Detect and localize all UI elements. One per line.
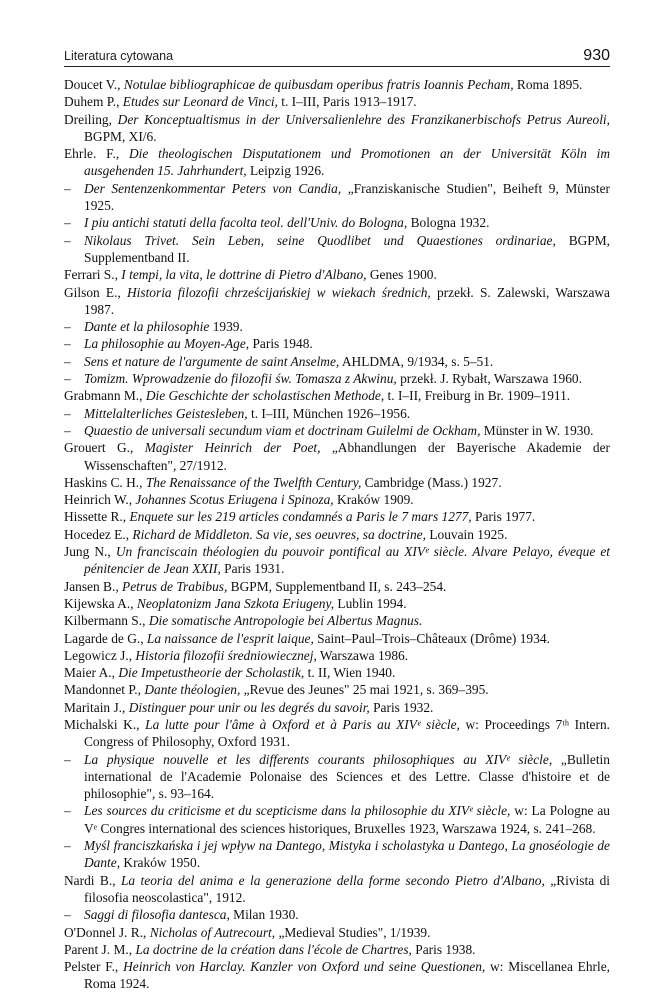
entry-author: Jung N., [64,544,111,560]
entry-author: Maritain J., [64,699,126,715]
entry-author: Ehrle. F., [64,146,120,162]
entry-author: Nardi B., [64,872,116,888]
entry-author: Maier A., [64,665,115,681]
entry-publication: Cambridge (Mass.) 1927. [361,474,502,490]
entry-publication: BGPM, XI/6. [84,128,157,144]
entry-title: Der Konceptualtismus in der Universalienlehre des Franzikanerbischofs Petrus Aureoli, [117,111,610,127]
bibliography-entry [64,508,610,525]
entry-publication: Kraków 1909. [333,492,414,508]
bibliography-entry [64,924,610,941]
entry-author: Parent J. M., [64,941,133,957]
entry-dash: – [64,353,71,369]
entry-publication: w: Proceedings 7ᵗʰ Intern. Congress of Philosophy, Oxford 1931. [84,716,610,750]
entry-dash: – [64,180,71,196]
entry-title: La doctrine de la création dans l'école de Chartres, [135,941,412,957]
bibliography-entry [64,578,610,595]
entry-publication: Genes 1900. [366,267,437,283]
entry-title: Saggi di filosofia dantesca, [84,907,230,923]
entry-dash: – [64,422,71,438]
bibliography-entry [64,837,610,872]
entry-title: Un franciscain théologien du pouvoir pontifical au XIVᵉ siècle. Alvare Pelayo, éveque et pénitencier de Jean XXII, [84,544,610,577]
entry-dash: – [64,336,71,352]
running-header-title: Literatura cytowana [64,49,174,63]
entry-title: Richard de Middleton. Sa vie, ses oeuvres, sa doctrine, [132,526,426,542]
entry-author: O'Donnel J. R., [64,924,147,940]
entry-publication: przekł. S. Zalewski, Warszawa 1987. [84,284,610,317]
entry-author: Gilson E., [64,284,121,300]
bibliography-entry [64,214,610,231]
entry-author: Legowicz J., [64,647,133,663]
entry-title: Heinrich von Harclay. Kanzler von Oxford und seine Questionen, [123,959,486,975]
bibliography-entry [64,145,610,180]
bibliography-entry [64,284,610,319]
bibliography-entry [64,422,610,439]
bibliography-entry [64,353,610,370]
bibliography-entry [64,526,610,543]
entry-publication: „Franziskanische Studien", Beiheft 9, Münster 1925. [84,180,610,214]
entry-publication: Paris 1938. [411,941,476,957]
entry-publication: t. I–III, München 1926–1956. [247,405,411,421]
bibliography-entry [64,958,610,993]
bibliography-entry [64,699,610,716]
entry-publication: Paris 1932. [369,699,434,715]
entry-publication: Paris 1931. [220,561,285,577]
entry-author: Ferrari S., [64,267,118,283]
entry-title: Notulae bibliographicae de quibusdam operibus fratris Ioannis Pecham, [123,77,514,92]
bibliography-entry [64,232,610,267]
entry-publication: t. I–III, Paris 1913–1917. [277,94,417,110]
bibliography-entry [64,681,610,698]
bibliography-entry [64,439,610,474]
entry-author: Heinrich W., [64,492,133,508]
entry-title: Neoplatonizm Jana Szkota Eriugeny, [136,595,335,611]
bibliography-entry [64,387,610,404]
bibliography-entry [64,335,610,352]
entry-title: Nicholas of Autrecourt, [149,924,276,940]
entry-title: Nikolaus Trivet. Sein Leben, seine Quodlibet und Quaestiones ordinariae, [84,232,556,248]
entry-dash: – [64,232,71,248]
entry-author: Lagarde de G., [64,630,144,646]
bibliography-entry [64,93,610,110]
entry-author: Hissette R., [64,509,127,525]
bibliography-entry [64,941,610,958]
bibliography-entry [64,664,610,681]
entry-title: Dante théologien, [144,682,241,698]
entry-publication: Saint–Paul–Trois–Châteaux (Drôme) 1934. [313,630,550,646]
entry-publication: t. II, Wien 1940. [304,665,396,681]
bibliography-entry [64,405,610,422]
entry-title: Etudes sur Leonard de Vinci, [122,94,278,110]
entry-publication: Bologna 1932. [407,215,490,231]
entry-title: Les sources du criticisme et du scepticisme dans la philosophie du XIVᵉ siècle, [84,803,511,819]
entry-publication: w: Miscellanea Ehrle, Roma 1924. [84,959,610,992]
bibliography-entry [64,111,610,146]
entry-author: Haskins C. H., [64,474,143,490]
entry-title: Petrus de Trabibus, [122,578,228,594]
bibliography-entry [64,370,610,387]
entry-title: Tomizm. Wprowadzenie do filozofii św. Tomasza z Akwinu, [84,371,397,387]
entry-publication: Leipzig 1926. [246,163,325,179]
entry-publication: Warszawa 1986. [316,647,409,663]
entry-publication: 1939. [209,319,243,335]
bibliography-entry [64,595,610,612]
entry-publication: BGPM, Supplementband II, s. 243–254. [227,578,447,594]
entry-publication: Paris 1977. [471,509,536,525]
entry-publication: w: La Pologne au Vᵉ Congres international des sciences historiques, Bruxelles 1923, Warszawa 1924, s. 241–268. [84,803,610,836]
entry-title: Der Sentenzenkommentar Peters von Candia, [84,180,342,196]
bibliography-entry [64,716,610,751]
page-number: 930 [583,47,610,64]
bibliography-list [64,76,610,993]
entry-publication: AHLDMA, 9/1934, s. 5–51. [339,353,494,369]
entry-dash: – [64,838,71,854]
entry-publication: Kraków 1950. [120,855,201,871]
bibliography-entry [64,318,610,335]
entry-dash: – [64,215,71,231]
entry-publication: „Abhandlungen der Bayerische Akademie der Wissenschaften", 27/1912. [84,440,610,473]
entry-title: Die Impetustheorie der Scholastik, [118,665,305,681]
entry-publication: Louvain 1925. [425,526,508,542]
entry-publication: Paris 1948. [249,336,313,352]
entry-publication: „Rivista di filosofia neoscolastica", 1912. [84,872,610,905]
entry-publication: t. I–II, Freiburg in Br. 1909–1911. [384,388,571,404]
entry-author: Grabmann M., [64,388,143,404]
entry-publication: „Revue des Jeunes" 25 mai 1921, s. 369–395. [240,682,489,698]
entry-dash: – [64,319,71,335]
entry-title: Historia filozofii średniowiecznej, [135,647,317,663]
entry-title: La teoria del anima e la generazione della forme secondo Pietro d'Albano, [120,872,545,888]
entry-publication: Milan 1930. [229,907,299,923]
bibliography-entry [64,872,610,907]
entry-title: I piu antichi statuti della facolta teol. dell'Univ. do Bologna, [84,215,408,231]
entry-publication: „Medieval Studies", 1/1939. [275,924,431,940]
entry-publication: Lublin 1994. [334,595,407,611]
entry-author: Michalski K., [64,716,140,732]
entry-title: The Renaissance of the Twelfth Century, [145,474,362,490]
entry-author: Jansen B., [64,578,119,594]
bibliography-entry [64,491,610,508]
entry-title: I tempi, la vita, le dottrine di Pietro d'Albano, [121,267,367,283]
entry-title: Enquete sur les 219 articles condamnés a Paris le 7 mars 1277, [129,509,472,525]
entry-publication: przekł. J. Rybałt, Warszawa 1960. [396,371,582,387]
bibliography-entry [64,266,610,283]
entry-author: Kijewska A., [64,595,134,611]
bibliography-entry [64,76,610,93]
entry-author: Kilbermann S., [64,613,146,629]
bibliography-entry [64,630,610,647]
entry-publication: Münster in W. 1930. [480,422,594,438]
entry-author: Dreiling, [64,111,112,127]
entry-title: Distinguer pour unir ou les degrés du savoir, [128,699,370,715]
entry-dash: – [64,803,71,819]
bibliography-entry [64,906,610,923]
bibliography-entry [64,180,610,215]
entry-title: Die theologischen Disputationem und Promotionen an der Universität Köln im ausgehenden 15. Jahrhundert, [84,146,610,179]
entry-title: Historia filozofii chrześcijańskiej w wiekach średnich, [126,284,431,300]
bibliography-entry [64,751,610,803]
entry-author: Mandonnet P., [64,682,141,698]
entry-publication: „Bulletin international de l'Academie Polonaise des Sciences et des Lettre. Classe d'histoire et de philosophie", s. 93–164. [84,751,610,802]
entry-title: Die somatische Antropologie bei Albertus Magnus. [148,613,423,629]
entry-title: Sens et nature de l'argumente de saint Anselme, [84,353,340,369]
bibliography-entry [64,647,610,664]
bibliography-entry [64,543,610,578]
bibliography-entry [64,612,610,629]
entry-author: Hocedez E., [64,526,130,542]
entry-title: Myśl franciszkańska i jej wpływ na Dantego, Mistyka i scholastyka u Dantego, La gnoséologie de Dante, [84,838,610,871]
entry-title: Magister Heinrich der Poet, [144,440,321,456]
entry-author: Duhem P., [64,94,120,110]
entry-title: Dante et la philosophie [84,319,210,335]
entry-title: Mittelalterliches Geistesleben, [84,405,248,421]
entry-dash: – [64,907,71,923]
entry-dash: – [64,751,71,767]
entry-author: Doucet V., [64,77,121,92]
bibliography-entry [64,474,610,491]
entry-title: Die Geschichte der scholastischen Methode, [145,388,385,404]
entry-author: Grouert G., [64,440,134,456]
entry-title: Johannes Scotus Eriugena i Spinoza, [135,492,334,508]
entry-dash: – [64,371,71,387]
entry-dash: – [64,405,71,421]
entry-title: La philosophie au Moyen-Age, [84,336,250,352]
entry-author: Pelster F., [64,959,119,975]
entry-publication: Roma 1895. [513,77,583,92]
entry-title: La naissance de l'esprit laique, [146,630,314,646]
entry-title: La physique nouvelle et les differents courants philosophiques au XIVᵉ siècle, [84,751,553,767]
running-header [64,44,610,67]
bibliography-entry [64,802,610,837]
entry-title: La lutte pour l'âme à Oxford et à Paris au XIVᵉ siècle, [145,716,460,732]
entry-publication: BGPM, Supplementband II. [84,232,611,265]
entry-title: Quaestio de universali secundum viam et doctrinam Guilelmi de Ockham, [84,422,481,438]
